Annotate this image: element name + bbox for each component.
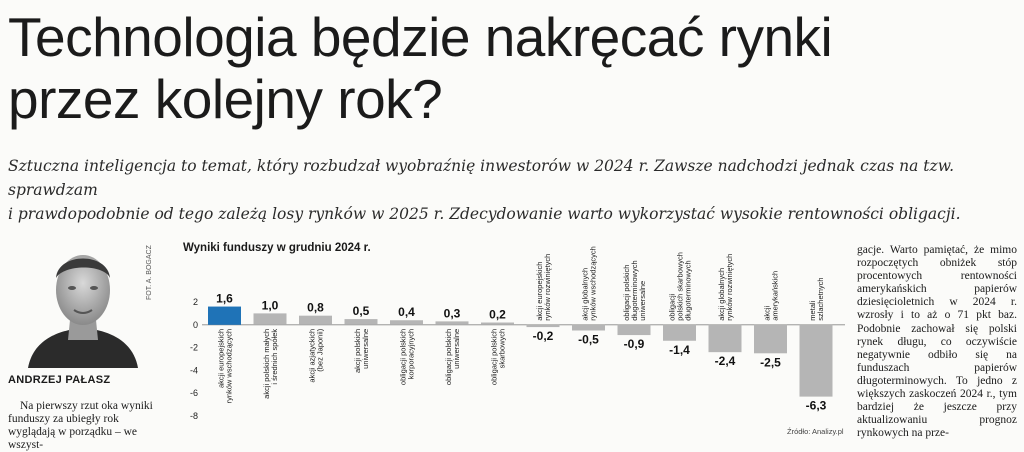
bar-value-label: -0,5 — [578, 332, 599, 347]
category-label-line: uniwersalne — [638, 280, 647, 321]
category-label-line: akcji globalnych — [717, 267, 726, 321]
category-label-line: skarbowych — [497, 328, 507, 369]
category-label-line: akcji polskich małych — [262, 328, 271, 399]
category-label — [353, 329, 370, 373]
category-label — [399, 329, 416, 385]
category-label-line: akcji europejskich — [216, 328, 226, 389]
photo-credit: FOT. A. BOGACZ — [146, 245, 153, 300]
y-tick-label: -4 — [189, 365, 198, 376]
y-tick-label: -6 — [189, 388, 198, 399]
category-label-line: akcji europejskich — [535, 261, 544, 321]
lead-paragraph — [8, 154, 1018, 226]
bar-value-label: 1,0 — [261, 298, 279, 313]
bar — [572, 325, 605, 331]
category-label-line: obligacji polskich — [398, 328, 408, 386]
bar — [436, 321, 469, 324]
category-label-line: rynków rozwiniętych — [725, 253, 734, 321]
y-tick-label: 2 — [192, 297, 198, 307]
category-label — [444, 329, 461, 385]
category-label-line: korporacyjnych — [406, 328, 416, 380]
category-label-line: akcji globalnych — [580, 267, 590, 321]
category-label-line: obligacji polskich — [489, 328, 499, 386]
category-label — [668, 252, 693, 321]
bar-value-label: 0,5 — [352, 304, 370, 319]
category-label — [217, 329, 234, 404]
category-label-line: amerykańskich — [770, 270, 780, 321]
category-label-line: długoterminowych — [630, 260, 639, 321]
category-label — [490, 329, 507, 385]
bar — [299, 316, 332, 325]
bar — [618, 325, 651, 335]
bar — [481, 323, 514, 325]
bar-value-label: 1,6 — [216, 291, 233, 306]
right-column — [857, 244, 1017, 440]
chart-source: Źródło: Analizy.pl — [787, 427, 844, 436]
category-label-line: akcji polskich — [353, 328, 362, 373]
category-label-line: akcji azjatyckich — [307, 328, 317, 383]
category-label — [622, 260, 647, 320]
bar — [390, 320, 423, 325]
lead-line-2: i prawdopodobnie od tego zależą losy rynków w 2025 r. Zdecydowanie warto wykorzystać wysokie rentowności obligacji. — [8, 205, 961, 223]
left-column-text: Na pierwszy rzut oka wyniki funduszy za ubiegły rok wyglądają w porządku – we wszyst- — [8, 400, 153, 451]
fund-results-chart — [170, 236, 850, 436]
bar-value-label: -0,2 — [532, 329, 554, 344]
bar — [208, 307, 241, 325]
bar-value-label: 0,4 — [398, 305, 415, 320]
category-label — [535, 254, 552, 321]
bar — [754, 325, 787, 354]
bar — [709, 325, 742, 352]
bar-value-label: -6,3 — [805, 398, 827, 413]
chart-title: Wyniki funduszy w grudniu 2024 r. — [183, 242, 371, 254]
y-tick-label: -8 — [189, 411, 198, 421]
category-label-line: polskich skarbowych — [675, 252, 685, 321]
category-label-line: rynków wschodzących — [224, 328, 234, 404]
bar-value-label: -0,9 — [623, 337, 645, 352]
y-tick-label: -2 — [189, 342, 198, 353]
bar-value-label: -2,4 — [714, 354, 736, 369]
category-label — [717, 254, 734, 321]
bar — [527, 325, 560, 327]
y-tick-label: 0 — [192, 319, 198, 330]
category-label-line: uniwersalne — [361, 328, 370, 369]
bar — [663, 325, 696, 341]
right-column-text: gacje. Warto pamiętać, że mimo rozpoczętych obniżek stóp procentowych rentowności amerykańskich papierów dziesięcioletnich w 2024 r. wzrosły i to aż o 71 pkt baz. Podobnie zachował się polski rynek długu, co oczywiście negatywnie odbiło się na funduszach papierów długoterminowych. To jedno z większych zaskoczeń 2024 r., tym bardziej że jeszcze przy aktualizowaniu prognoz rynkowych na prze- — [857, 244, 1017, 440]
category-label — [763, 271, 780, 321]
category-label-line: metali — [808, 300, 817, 321]
bar — [254, 313, 287, 324]
bar — [800, 325, 833, 397]
category-label-line: i średnich spółek — [270, 328, 279, 385]
category-label-line: akcji — [762, 305, 772, 321]
author-name: ANDRZEJ PAŁASZ — [8, 374, 111, 386]
category-label — [581, 246, 598, 321]
bar-value-label: 0,3 — [443, 306, 461, 321]
category-label — [262, 329, 279, 399]
bar-value-label: 0,2 — [489, 307, 506, 322]
bar-value-label: 0,8 — [307, 300, 324, 315]
category-label — [308, 328, 325, 382]
lead-line-1: Sztuczna inteligencja to temat, który rozbudzał wyobraźnię inwestorów w 2024 r. Zawsze nadchodzi jednak czas na tzw. sprawdzam — [8, 157, 955, 199]
author-photo — [8, 240, 158, 368]
category-label-line: rynków wschodzących — [588, 246, 598, 321]
bar-value-label: -2,5 — [760, 355, 781, 370]
category-label-line: (bez Japonii) — [315, 328, 325, 372]
category-label-line: obligacji polskich — [622, 264, 631, 321]
category-label-line: obligacji polskich — [444, 328, 453, 386]
headline-line-1: Technologia będzie nakręcać rynki — [8, 6, 833, 68]
bar — [345, 319, 378, 325]
headline — [8, 6, 1018, 130]
category-label — [808, 277, 825, 320]
bar-value-label: -1,4 — [669, 342, 690, 357]
category-label-line: długoterminowych — [683, 260, 693, 321]
category-label-line: szlachetnych — [816, 277, 825, 321]
category-label-line: uniwersalne — [452, 328, 461, 369]
category-label-line: rynków rozwiniętych — [543, 253, 552, 321]
category-label-line: obligacji — [667, 293, 677, 321]
headline-line-2: przez kolejny rok? — [8, 68, 443, 130]
